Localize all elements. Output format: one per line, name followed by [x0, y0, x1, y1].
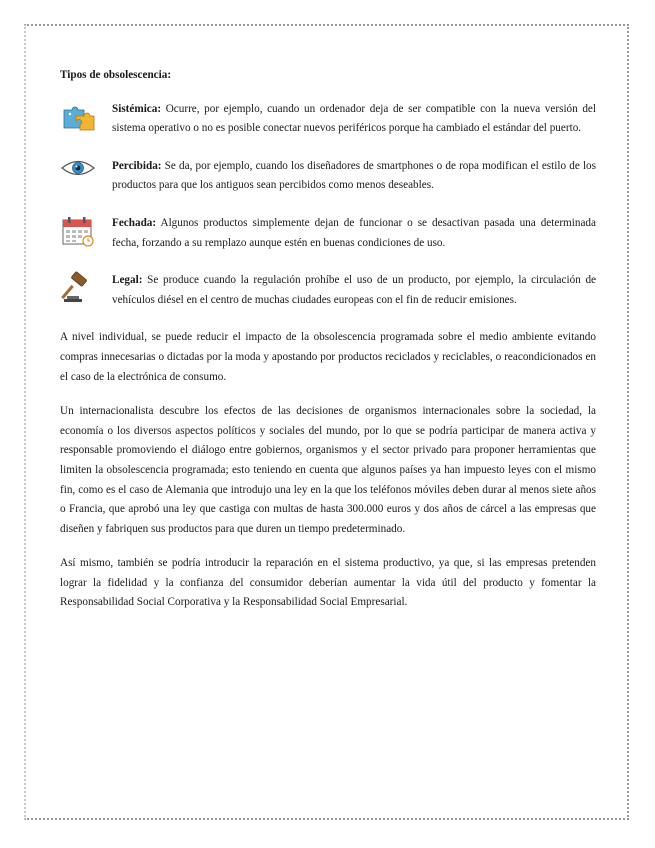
- paragraph: Un internacionalista descubre los efectos de las decisiones de organismos internacionales sobre la sociedad, la economía o los diversos aspectos políticos y sociales del mundo, por lo que se podría participar de manera activa y responsable promoviendo el diálogo entre gobiernos, organismos y el sector privado para proponer herramientas que limiten la obsolescencia programada; esto teniendo en cuenta que algunos países ya han impuesto leyes con el mismo fin, como es el caso de Alemania que introdujo una ley en la que los teléfonos móviles deben durar al menos siete años o Francia, que aprobó una ley que castiga con multas de hasta 300.000 euros y dos años de cárcel a las empresas que diseñen y fabriquen sus productos para que duren un tiempo predeterminado.: [60, 405, 596, 535]
- puzzle-icon: [60, 100, 96, 134]
- type-text: Se produce cuando la regulación prohíbe el uso de un producto, por ejemplo, la circulación de vehículos diésel en el centro de muchas ciudades europeas con el fin de reducir emisiones.: [112, 274, 597, 306]
- eye-icon: [60, 157, 96, 179]
- type-term: Percibida:: [112, 159, 162, 172]
- paragraph: A nivel individual, se puede reducir el impacto de la obsolescencia programada sobre el medio ambiente evitando compras innecesarias o dictadas por la moda y apostando por productos reciclados y reciclables, o reacondicionados en el caso de la electrónica de consumo.: [60, 331, 596, 383]
- calendar-icon: [60, 214, 96, 248]
- type-term: Fechada:: [112, 216, 157, 229]
- paragraph: Así mismo, también se podría introducir la reparación en el sistema productivo, ya que, si las empresas pretenden lograr la fidelidad y la confianza del consumidor deberían aumentar la vida útil del producto y fomentar la Responsabilidad Social Corporativa y la Responsabilidad Social Empresarial.: [60, 557, 596, 609]
- section-heading: Tipos de obsolescencia:: [60, 69, 172, 81]
- type-percibida: [60, 157, 596, 196]
- type-fechada: [60, 214, 596, 253]
- type-text: Ocurre, por ejemplo, cuando un ordenador deja de ser compatible con la nueva versión del sistema operativo o no es posible conectar nuevos periféricos porque ha cambiado el estándar del puerto.: [112, 102, 597, 135]
- type-text: Algunos productos simplemente dejan de funcionar o se desactivan pasada una determinada fecha, forzando a su remplazo aunque estén en buenas condiciones de uso.: [112, 216, 596, 249]
- type-sistemica: [60, 100, 596, 139]
- type-text: Se da, por ejemplo, cuando los diseñadores de smartphones o de ropa modifican el estilo de los productos para que los antiguos sean percibidos como menos deseables.: [112, 159, 597, 192]
- gavel-icon: [60, 271, 96, 305]
- document-body: [60, 66, 596, 628]
- type-term: Legal:: [112, 274, 143, 287]
- type-legal: [60, 271, 596, 310]
- type-term: Sistémica:: [112, 102, 162, 115]
